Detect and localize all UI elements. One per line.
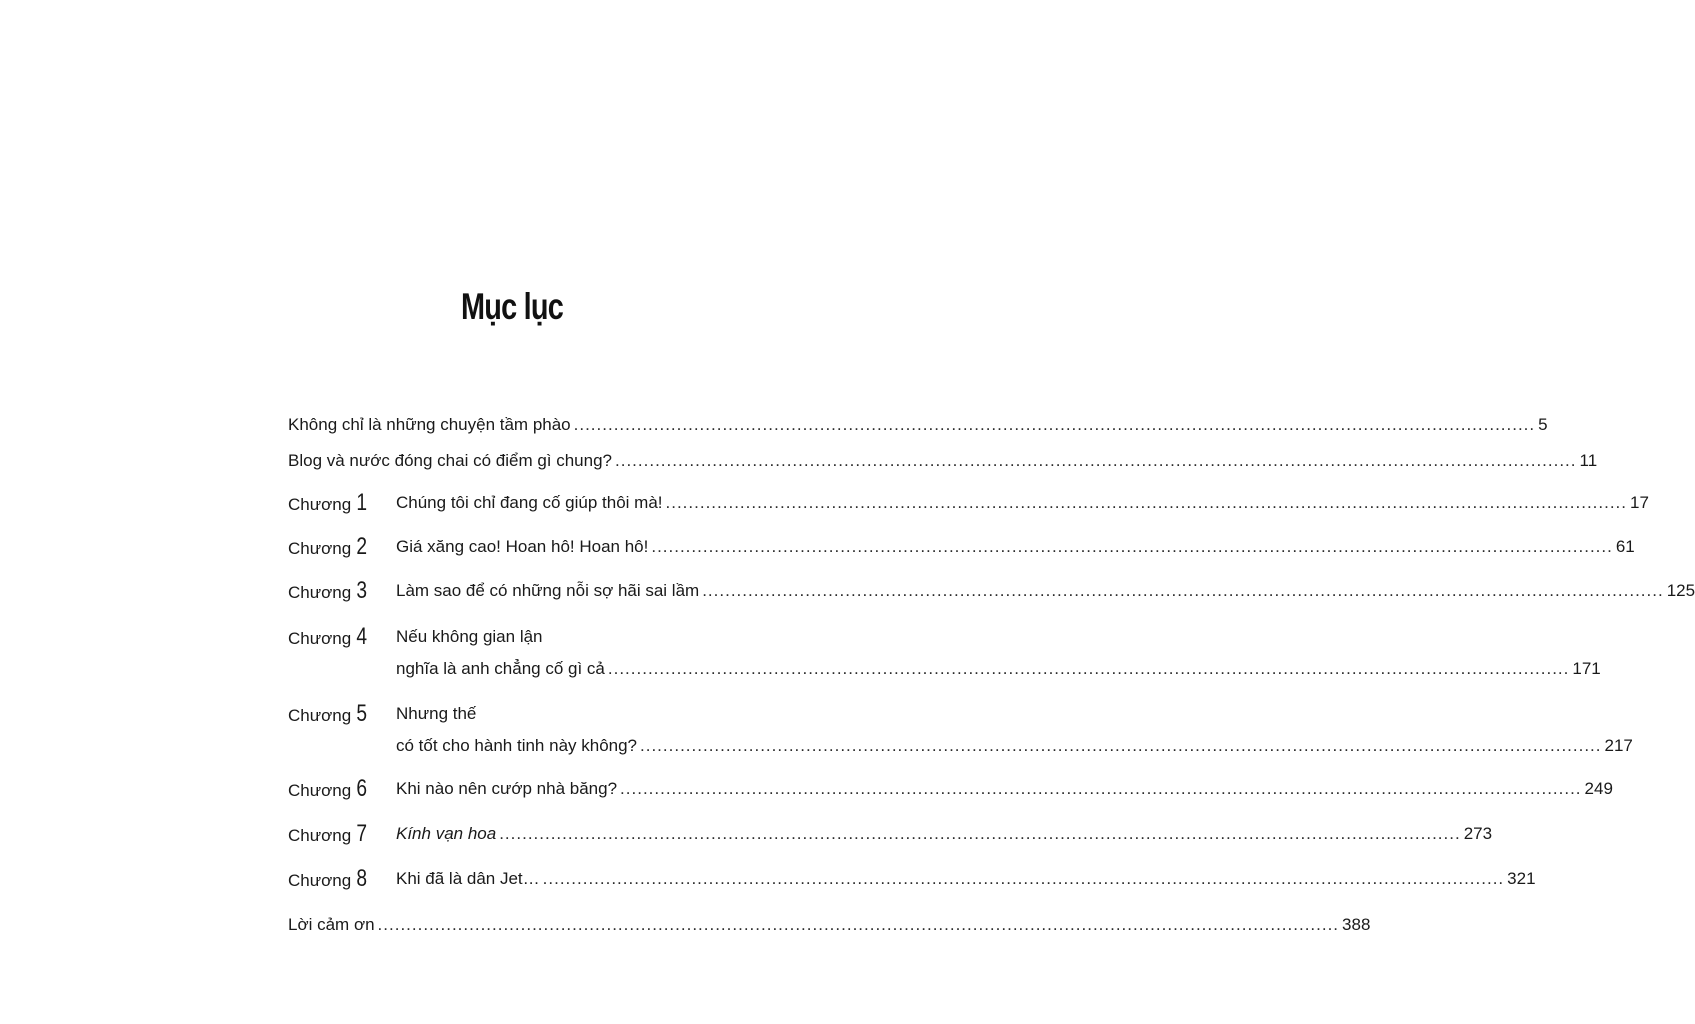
page-number: 125 bbox=[1666, 581, 1695, 600]
chapter-word: Chương bbox=[288, 629, 352, 648]
chapter-number: 1 bbox=[356, 489, 368, 516]
chapter-number: 6 bbox=[356, 775, 368, 802]
toc-entry-chapter-7[interactable] bbox=[288, 820, 1493, 847]
entry-title-line-2: có tốt cho hành tinh này không? bbox=[396, 736, 638, 755]
entry-title-line-2: nghĩa là anh chẳng cố gì cả bbox=[396, 659, 605, 678]
leader-dots bbox=[666, 492, 1628, 514]
toc-entry-chapter-5[interactable] bbox=[288, 700, 1633, 757]
toc-entry-acknowledgements[interactable] bbox=[288, 914, 1371, 936]
toc-entry-intro[interactable] bbox=[288, 414, 1548, 436]
page-number: 11 bbox=[1579, 451, 1598, 470]
page-number: 321 bbox=[1507, 869, 1536, 888]
toc-entry-chapter-4[interactable] bbox=[288, 623, 1601, 680]
chapter-number: 8 bbox=[356, 865, 368, 892]
chapter-number: 2 bbox=[356, 533, 368, 560]
chapter-word: Chương bbox=[288, 781, 352, 800]
chapter-word: Chương bbox=[288, 539, 352, 558]
chapter-label bbox=[288, 489, 396, 516]
chapter-label bbox=[288, 533, 396, 560]
chapter-number: 5 bbox=[356, 700, 368, 727]
entry-title: Blog và nước đóng chai có điểm gì chung? bbox=[288, 451, 613, 470]
entry-title: Làm sao để có những nỗi sợ hãi sai lầm bbox=[396, 581, 700, 600]
page-number: 5 bbox=[1538, 415, 1548, 434]
entry-title: Kính vạn hoa bbox=[396, 824, 497, 843]
entry-title: Giá xăng cao! Hoan hô! Hoan hô! bbox=[396, 537, 649, 556]
toc-entry-chapter-3[interactable] bbox=[288, 577, 1695, 604]
entry-title-line-1: Nếu không gian lận bbox=[396, 627, 543, 646]
entry-title: Khi đã là dân Jet… bbox=[396, 869, 540, 888]
chapter-word: Chương bbox=[288, 826, 352, 845]
chapter-number: 7 bbox=[356, 820, 368, 847]
page-number: 273 bbox=[1463, 824, 1493, 843]
chapter-label bbox=[288, 820, 396, 847]
chapter-label bbox=[288, 577, 396, 604]
leader-dots bbox=[608, 658, 1570, 680]
leader-dots bbox=[615, 450, 1577, 472]
toc-entry-chapter-6[interactable] bbox=[288, 775, 1613, 802]
page-number: 17 bbox=[1630, 493, 1649, 512]
chapter-label bbox=[288, 623, 396, 650]
page-number: 388 bbox=[1342, 915, 1371, 934]
chapter-label bbox=[288, 865, 396, 892]
page-title: Mục lục bbox=[461, 286, 563, 327]
entry-title: Chúng tôi chỉ đang cố giúp thôi mà! bbox=[396, 493, 663, 512]
chapter-word: Chương bbox=[288, 871, 352, 890]
chapter-label bbox=[288, 775, 396, 802]
page-number: 249 bbox=[1584, 779, 1613, 798]
entry-title: Lời cảm ơn bbox=[288, 915, 375, 934]
entry-title-line-1: Nhưng thế bbox=[396, 704, 477, 723]
entry-title: Không chỉ là những chuyện tầm phào bbox=[288, 415, 571, 434]
leader-dots bbox=[640, 735, 1602, 757]
leader-dots bbox=[574, 414, 1536, 436]
leader-dots bbox=[620, 778, 1582, 800]
chapter-number: 3 bbox=[356, 577, 368, 604]
leader-dots bbox=[651, 536, 1613, 558]
page-number: 171 bbox=[1572, 659, 1601, 678]
chapter-word: Chương bbox=[288, 583, 352, 602]
toc-entry-chapter-2[interactable] bbox=[288, 533, 1635, 560]
toc-entry-chapter-1[interactable] bbox=[288, 489, 1649, 516]
toc-entry-chapter-8[interactable] bbox=[288, 865, 1536, 892]
toc-entry-blog[interactable] bbox=[288, 450, 1598, 472]
entry-title: Khi nào nên cướp nhà băng? bbox=[396, 779, 618, 798]
leader-dots bbox=[378, 914, 1340, 936]
chapter-number: 4 bbox=[356, 623, 368, 650]
page-number: 61 bbox=[1615, 537, 1635, 556]
leader-dots bbox=[702, 580, 1664, 602]
page-number: 217 bbox=[1604, 736, 1633, 755]
chapter-label bbox=[288, 700, 396, 727]
leader-dots bbox=[543, 868, 1505, 890]
chapter-word: Chương bbox=[288, 495, 352, 514]
leader-dots bbox=[499, 823, 1461, 845]
chapter-word: Chương bbox=[288, 706, 352, 725]
